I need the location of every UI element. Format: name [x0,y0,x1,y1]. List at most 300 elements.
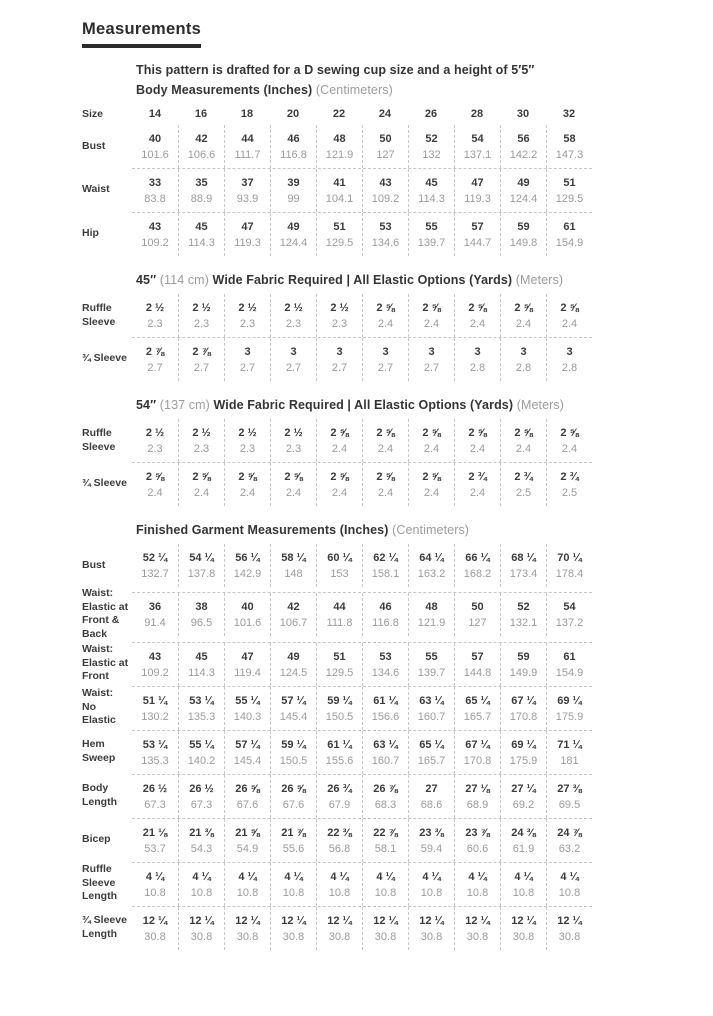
primary-value: 2 ⅝ [514,427,533,439]
measurement-cell [362,643,408,686]
secondary-value: 10.8 [374,886,397,899]
primary-value: 71 ¼ [557,738,582,751]
measurement-cell [316,419,362,462]
measurement-cell [546,169,592,212]
secondary-value: 142.9 [233,568,262,580]
section-body-measurements [0,83,713,256]
size-cell [132,104,178,125]
primary-value: 51 [333,650,346,663]
table-row-three-quarter-sleeve [82,462,592,506]
secondary-value: 10.8 [144,886,166,899]
primary-value: 52 [425,133,438,145]
secondary-value: 106.6 [187,149,216,161]
primary-value: 2 ⅝ [145,471,165,483]
measurement-cell [270,907,316,950]
primary-value: 43 [379,177,392,189]
primary-value: 49 [287,221,300,233]
secondary-value: 2.7 [193,362,210,374]
primary-value: 23 ⅞ [465,826,490,839]
secondary-value: 129.5 [325,666,354,679]
secondary-value: 148 [284,568,303,580]
secondary-value: 124.4 [279,237,308,249]
primary-value: 49 [287,650,300,663]
primary-value: 23 ⅜ [419,826,444,839]
secondary-value: 10.8 [236,886,259,899]
measurement-cell [362,544,408,587]
heading-part: (114 cm) [159,273,213,287]
section-fabric-54 [0,398,713,506]
measurement-cell [362,819,408,862]
primary-value: 4 ¼ [422,870,441,883]
heading-part: Body Measurements (Inches) [136,83,316,97]
secondary-value: 10.8 [420,886,443,899]
secondary-value: 2.4 [423,318,440,330]
primary-value: 2 ⅝ [238,471,257,483]
primary-value: 26 ½ [189,782,214,795]
measurement-cell [316,731,362,774]
secondary-value: 2.7 [331,362,348,374]
row-label: Waist [82,183,110,196]
size-cells [132,104,592,125]
row-label: Bust [82,558,106,571]
size-cell [500,104,546,125]
measurement-cell [362,775,408,818]
measurement-cell [362,419,408,462]
measurement-cell [408,419,454,462]
primary-value: 63 ¼ [373,738,398,751]
size-value: 16 [194,108,208,120]
measurement-cell [500,544,546,587]
measurement-cell [546,687,592,730]
primary-value: 45 [195,221,208,233]
size-cell [454,104,500,125]
secondary-value: 135.3 [141,754,169,767]
measurement-cell [316,544,362,587]
measurement-cell [316,125,362,168]
secondary-value: 178.4 [555,568,584,580]
secondary-value: 170.8 [509,710,538,723]
secondary-value: 10.8 [558,886,581,899]
primary-value: 68 ¼ [511,552,536,564]
measurement-cell [132,294,178,337]
secondary-value: 119.3 [464,193,491,205]
primary-value: 55 [425,221,438,233]
secondary-value: 124.4 [509,193,538,205]
secondary-value: 91.4 [144,617,166,630]
secondary-value: 30.8 [466,930,489,943]
secondary-value: 2.8 [469,362,486,374]
measurement-cell [316,775,362,818]
measurement-cell [408,687,454,730]
row-cells [132,730,592,774]
measurement-cell [408,819,454,862]
measurement-cell [132,125,178,168]
measurement-cell [408,863,454,906]
measurement-cell [362,863,408,906]
measurement-cell [500,169,546,212]
measurement-cell [224,907,270,950]
primary-value: 3 [428,346,435,358]
row-cells [132,818,592,862]
secondary-value: 2.4 [239,487,256,499]
row-label: Hem Sweep [82,737,116,764]
measurement-cell [178,213,224,256]
measurement-cell [224,863,270,906]
row-cells [132,419,592,462]
measurement-cell [224,419,270,462]
primary-value: 12 ¼ [419,914,444,927]
measurement-cell [178,169,224,212]
table-row-waist [82,168,592,212]
primary-value: 27 ¼ [511,782,536,795]
measurement-cell [178,643,224,686]
primary-value: 46 [287,133,300,145]
secondary-value: 68.3 [374,798,397,811]
measurement-cell [362,593,408,636]
primary-value: 21 ⅛ [142,826,168,839]
secondary-value: 10.8 [328,886,351,899]
primary-value: 4 ¼ [145,870,165,883]
primary-value: 2 ½ [284,427,303,439]
measurement-cell [316,213,362,256]
primary-value: 26 ⅝ [235,782,260,795]
primary-value: 21 ⅞ [281,826,306,839]
secondary-value: 114.3 [188,237,215,249]
primary-value: 2 ½ [192,427,211,439]
primary-value: 2 ¾ [514,471,533,483]
primary-value: 4 ¼ [284,870,303,883]
measurement-cell [362,125,408,168]
measurement-cell [270,169,316,212]
measurement-cell [224,544,270,587]
measurement-cell [500,419,546,462]
size-cell [316,104,362,125]
measurement-cell [224,338,270,381]
row-label: Waist: Elastic at Front & Back [82,587,129,640]
row-cells [132,294,592,337]
measurement-cell [500,863,546,906]
primary-value: 4 ¼ [514,870,533,883]
measurement-cell [132,169,178,212]
secondary-value: 2.4 [561,318,578,330]
primary-value: 2 ⅝ [422,471,441,483]
measurement-cell [224,731,270,774]
secondary-value: 69.2 [512,798,535,811]
secondary-value: 61.9 [512,842,535,855]
secondary-value: 170.8 [463,754,492,767]
measurement-cell [500,687,546,730]
primary-value: 59 [517,221,530,233]
measurement-cell [270,463,316,506]
measurement-cell [132,819,178,862]
primary-value: 26 ¾ [327,782,352,795]
secondary-value: 30.8 [144,930,166,943]
secondary-value: 56.8 [328,842,351,855]
measurement-cell [546,775,592,818]
secondary-value: 2.4 [515,318,532,330]
measurement-cell [362,169,408,212]
primary-value: 66 ¼ [465,552,490,564]
secondary-value: 137.1 [463,149,492,161]
row-label: Hip [82,227,99,240]
primary-value: 50 [379,133,392,145]
secondary-value: 60.6 [466,842,489,855]
primary-value: 2 ½ [145,302,165,314]
secondary-value: 2.4 [377,487,394,499]
measurement-cell [316,687,362,730]
secondary-value: 147.3 [555,149,584,161]
heading-part: (Centimeters) [392,523,470,537]
primary-value: 12 ¼ [281,914,306,927]
secondary-value: 83.8 [144,193,166,205]
measurement-cell [132,593,178,636]
primary-value: 26 ⅝ [281,782,306,795]
primary-value: 22 ⅞ [373,826,398,839]
primary-value: 63 ¼ [419,694,444,707]
row-cells [132,168,592,212]
primary-value: 47 [241,221,254,233]
measurement-cell [178,863,224,906]
primary-value: 3 [244,346,251,358]
primary-value: 59 [517,650,530,663]
measurement-cell [224,775,270,818]
primary-value: 3 [290,346,297,358]
measurement-cell [316,863,362,906]
row-cells [132,906,592,950]
secondary-value: 69.5 [558,798,581,811]
measurement-cell [224,125,270,168]
secondary-value: 30.8 [328,930,351,943]
secondary-value: 114.3 [418,193,445,205]
primary-value: 62 ¼ [373,552,398,564]
primary-value: 2 ⅞ [145,346,165,358]
secondary-value: 68.9 [466,798,489,811]
primary-value: 21 ⅜ [189,826,214,839]
measurement-cell [224,463,270,506]
secondary-value: 10.8 [190,886,213,899]
measurement-cell [316,907,362,950]
secondary-value: 154.9 [555,666,584,679]
size-value: 30 [516,108,530,120]
primary-value: 42 [195,133,208,145]
secondary-value: 140.2 [187,754,216,767]
secondary-value: 54.3 [190,842,213,855]
secondary-value: 139.7 [417,666,446,679]
primary-value: 2 ½ [145,427,165,439]
primary-value: 2 ⅝ [560,427,579,439]
secondary-value: 134.6 [371,237,400,249]
secondary-value: 175.9 [509,754,538,767]
primary-value: 55 [425,650,438,663]
secondary-value: 129.5 [325,237,354,249]
secondary-value: 149.9 [509,666,538,679]
secondary-value: 67.3 [190,798,213,811]
secondary-value: 2.3 [193,443,210,455]
secondary-value: 10.8 [282,886,305,899]
section-heading [136,83,713,97]
measurement-cell [500,463,546,506]
table-row-three-quarter-sleeve-length [82,906,592,950]
primary-value: 54 [471,133,484,145]
measurement-cell [270,338,316,381]
measurement-cell [132,419,178,462]
primary-value: 67 ¼ [511,694,536,707]
measurement-cell [454,125,500,168]
secondary-value: 53.7 [144,842,166,855]
primary-value: 27 ⅜ [557,782,582,795]
secondary-value: 150.5 [325,710,354,723]
row-cells [132,544,592,587]
primary-value: 2 ⅝ [330,427,349,439]
secondary-value: 165.7 [463,710,492,723]
primary-value: 54 ¼ [189,552,214,564]
measurement-cell [500,643,546,686]
secondary-value: 127 [376,149,395,161]
primary-value: 41 [333,177,346,189]
primary-value: 53 ¼ [189,694,214,707]
measurement-cell [270,544,316,587]
secondary-value: 140.3 [233,710,262,723]
measurement-cell [178,687,224,730]
measurement-cell [546,907,592,950]
size-label: Size [82,107,104,120]
primary-value: 43 [148,650,162,663]
measurement-cell [132,775,178,818]
primary-value: 42 [287,601,300,614]
table-row-bust [82,125,592,168]
row-cells [132,642,592,686]
section-heading [136,398,713,412]
primary-value: 61 ¼ [373,694,398,707]
row-label: Bicep [82,832,111,845]
secondary-value: 173.4 [509,568,538,580]
secondary-value: 137.8 [187,568,216,580]
size-cell [546,104,592,125]
primary-value: 39 [287,177,300,189]
row-cells [132,212,592,256]
measurement-cell [270,294,316,337]
section-fabric-45 [0,273,713,381]
measurements-tables [0,83,713,950]
measurement-cell [408,544,454,587]
secondary-value: 67.6 [236,798,259,811]
measurement-cell [362,687,408,730]
section-heading [136,273,713,287]
secondary-value: 30.8 [236,930,259,943]
measurement-cell [178,593,224,636]
measurement-cell [454,338,500,381]
primary-value: 12 ¼ [557,914,582,927]
primary-value: 22 ⅜ [327,826,352,839]
secondary-value: 101.6 [233,617,262,630]
secondary-value: 144.7 [463,237,492,249]
table-row-bicep [82,818,592,862]
measurement-cell [224,593,270,636]
primary-value: 48 [333,133,346,145]
measurement-cell [270,419,316,462]
primary-value: 48 [425,601,438,614]
measurement-cell [132,687,178,730]
primary-value: 27 [425,782,438,795]
primary-value: 52 [517,601,530,614]
row-label: ¾ Sleeve [82,477,127,490]
row-cells [132,125,592,168]
primary-value: 4 ¼ [560,870,579,883]
measurement-cell [362,463,408,506]
primary-value: 2 ⅝ [376,427,395,439]
size-value: 26 [424,108,438,120]
size-value: 18 [240,108,254,120]
primary-value: 12 ¼ [373,914,398,927]
secondary-value: 2.4 [377,318,394,330]
measurement-cell [500,731,546,774]
secondary-value: 142.2 [509,149,538,161]
secondary-value: 2.3 [331,318,348,330]
measurement-cell [500,213,546,256]
row-cells [132,862,592,906]
secondary-value: 30.8 [420,930,443,943]
primary-value: 64 ¼ [419,552,444,564]
primary-value: 2 ½ [238,427,257,439]
measurement-cell [362,907,408,950]
measurement-cell [316,819,362,862]
primary-value: 35 [195,177,208,189]
row-cells [132,686,592,730]
secondary-value: 121.9 [325,149,354,161]
measurement-cell [270,687,316,730]
secondary-value: 130.2 [141,710,169,723]
measurement-cell [546,863,592,906]
section-heading [136,523,713,537]
measurement-cell [178,463,224,506]
primary-value: 27 ⅛ [465,782,490,795]
size-cell [224,104,270,125]
size-value: 20 [286,108,300,120]
secondary-value: 2.4 [423,487,440,499]
measurement-cell [132,643,178,686]
secondary-value: 135.3 [187,710,216,723]
secondary-value: 63.2 [558,842,581,855]
row-cells [132,774,592,818]
measurement-cell [132,213,178,256]
measurement-cell [362,213,408,256]
primary-value: 51 [333,221,346,233]
size-cell [178,104,224,125]
primary-value: 12 ¼ [142,914,168,927]
measurement-cell [362,294,408,337]
heading-part: Wide Fabric Required | All Elastic Options (Yards) [212,273,516,287]
measurement-cell [316,593,362,636]
row-label: Ruffle Sleeve Length [82,863,117,903]
primary-value: 3 [336,346,343,358]
secondary-value: 101.6 [141,149,169,161]
primary-value: 2 ⅝ [192,471,211,483]
table-row-ruffle-sleeve [82,419,592,462]
measurement-cell [270,593,316,636]
primary-value: 4 ¼ [330,870,349,883]
primary-value: 45 [195,650,208,663]
row-label: ¾ Sleeve [82,352,127,365]
measurement-cell [546,213,592,256]
measurement-cell [132,463,178,506]
secondary-value: 2.3 [193,318,210,330]
measurement-cell [500,593,546,636]
measurement-cell [224,819,270,862]
size-value: 24 [378,108,392,120]
measurement-cell [132,863,178,906]
secondary-value: 124.5 [279,666,308,679]
primary-value: 61 [563,650,576,663]
